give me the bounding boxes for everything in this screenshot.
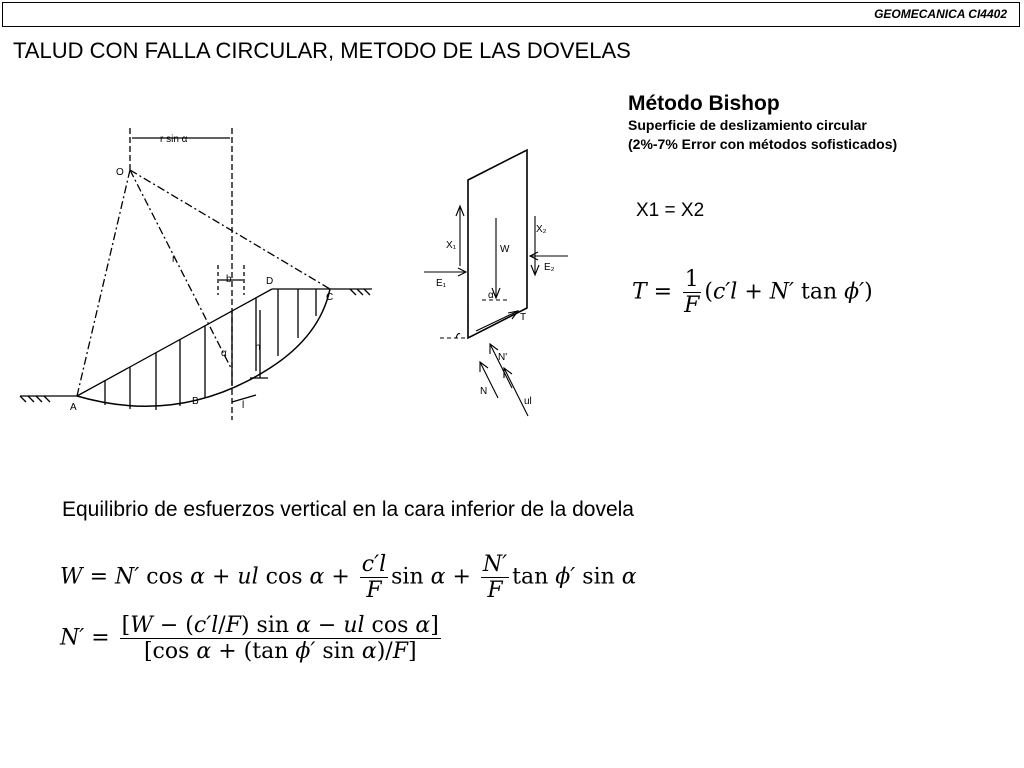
label-D: D — [266, 276, 274, 287]
label-T: T — [520, 312, 527, 323]
label-A: A — [70, 402, 77, 413]
label-r: r — [172, 254, 176, 265]
slide-title: TALUD CON FALLA CIRCULAR, METODO DE LAS DOVELAS — [13, 38, 631, 63]
label-b: b — [226, 274, 232, 285]
interslice-force-assumption: X1 = X2 — [636, 200, 705, 221]
label-alpha: α — [221, 348, 227, 359]
formula-shear-force: T = $\frac{1}{F}$ (c′l + N′ tan ϕ′) — [632, 267, 873, 319]
label-l: l — [242, 400, 245, 411]
formula-vertical-equilibrium: W = N′ cos α + ul cos α + $\frac{c'l}{F}$ sin α + $\frac{N'}{F}$ tan ϕ′ sin α — [60, 552, 637, 604]
label-slice-alpha: α — [488, 290, 494, 301]
equilibrium-section-label: Equilibrio de esfuerzos vertical en la cara inferior de la dovela — [62, 498, 634, 521]
label-rsin: r sin α — [160, 134, 188, 145]
formula-normal-force: N′ = $\frac{\text{[W − (c′l/F) sin α − ul cos α]}}{\text{[cos α + (tan ϕ′ sin α)/F]}}$ — [60, 613, 439, 665]
label-E1: E₁ — [436, 278, 447, 289]
label-O: O — [116, 167, 124, 178]
course-code: GEOMECANICA CI4402 — [874, 7, 1007, 21]
method-error-note: (2%-7% Error con métodos sofisticados) — [628, 136, 898, 152]
label-X1: X₁ — [446, 240, 457, 251]
slice-diagram — [420, 148, 580, 418]
method-description: Superficie de deslizamiento circular — [628, 117, 867, 133]
label-E2: E₂ — [544, 262, 555, 273]
method-title: Método Bishop — [628, 92, 780, 115]
label-ul: ul — [524, 396, 532, 407]
method-box — [628, 92, 897, 154]
label-C: C — [326, 292, 334, 303]
label-B: B — [192, 396, 199, 407]
label-N: N — [480, 386, 488, 397]
slope-diagram — [20, 120, 380, 430]
label-X2: X₂ — [536, 224, 547, 235]
header-bar — [2, 2, 1020, 27]
label-W: W — [500, 244, 510, 255]
label-N-prime: N' — [498, 352, 508, 363]
label-h: h — [255, 342, 261, 353]
